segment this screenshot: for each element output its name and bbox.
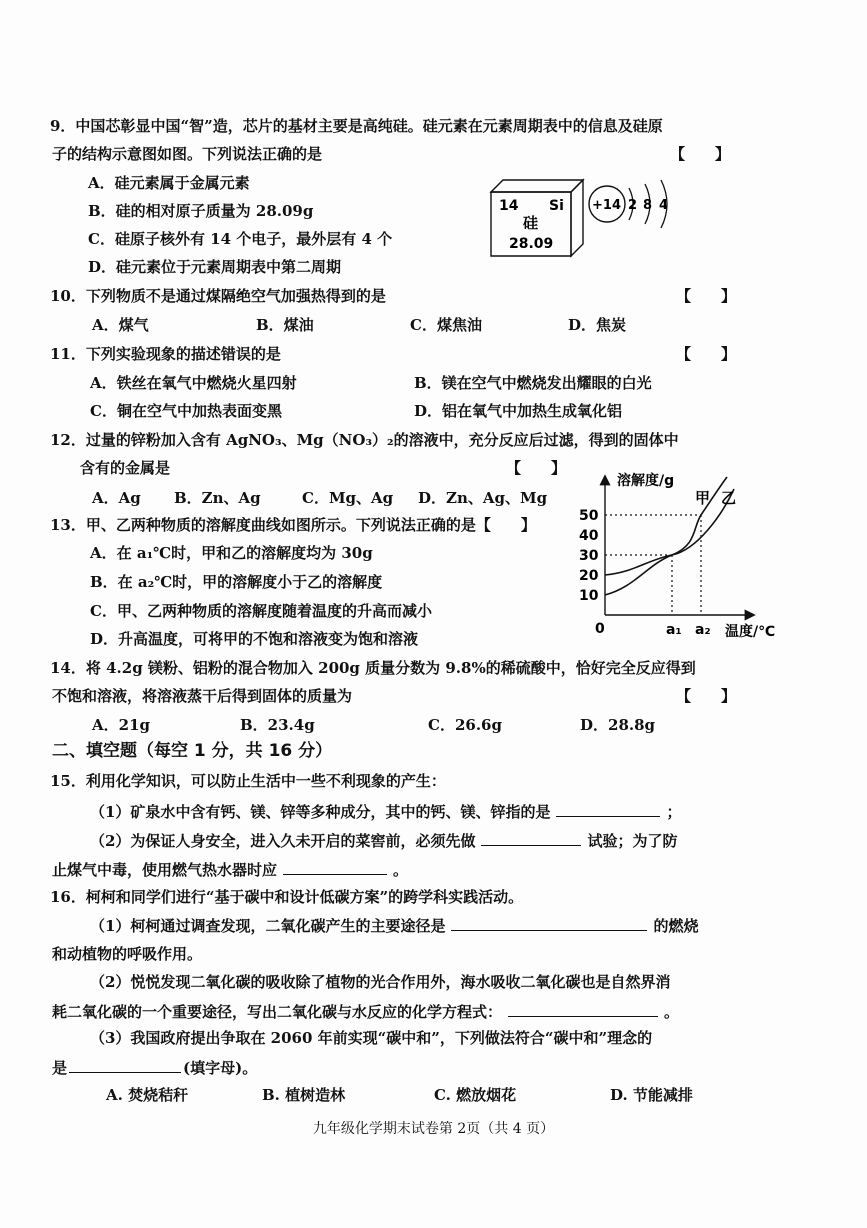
q9-answer-bracket: 【 】 bbox=[670, 145, 731, 163]
q13-option-a: A．在 a₁℃时，甲和乙的溶解度均为 30g bbox=[90, 544, 373, 562]
q14-stem-line1: 14．将 4.2g 镁粉、铝粉的混合物加入 200g 质量分数为 9.8%的稀硫酸中，恰好完全反应得到 bbox=[50, 659, 696, 677]
q15-blank-2[interactable] bbox=[481, 829, 581, 846]
q16-part3-end: (填字母)。 bbox=[183, 1059, 258, 1077]
y-tick-label: 30 bbox=[579, 548, 599, 564]
y-tick-label: 20 bbox=[579, 568, 599, 584]
shell-1-count: 2 bbox=[628, 198, 638, 213]
q9-option-b: B．硅的相对原子质量为 28.09g bbox=[88, 202, 314, 220]
q10-option-a: A．煤气 bbox=[92, 316, 149, 334]
q16-part1-cont: 和动植物的呼吸作用。 bbox=[52, 945, 203, 963]
q15-stem: 15．利用化学知识，可以防止生活中一些不利现象的产生： bbox=[50, 772, 446, 790]
q9-option-d: D．硅元素位于元素周期表中第二周期 bbox=[88, 258, 342, 276]
section-title: 二、填空题（每空 1 分，共 16 分） bbox=[52, 741, 333, 761]
q11-option-a: A．铁丝在氧气中燃烧火星四射 bbox=[90, 374, 297, 392]
q16-option-b: B. 植树造林 bbox=[262, 1086, 346, 1104]
q16-part3-line1: （3）我国政府提出争取在 2060 年前实现“碳中和”，下列做法符合“碳中和”理念的 bbox=[90, 1029, 653, 1047]
y-tick-label: 10 bbox=[579, 588, 599, 604]
q13-option-c: C．甲、乙两种物质的溶解度随着温度的升高而减小 bbox=[90, 602, 432, 620]
q12-answer-bracket: 【 】 bbox=[506, 459, 567, 477]
q16-part1-text-a: （1）柯柯通过调查发现，二氧化碳产生的主要途径是 bbox=[90, 917, 446, 935]
q11-option-c: C．铜在空气中加热表面变黑 bbox=[90, 402, 282, 420]
origin-label: 0 bbox=[595, 621, 605, 637]
q16-blank-1[interactable] bbox=[451, 914, 647, 931]
q10-stem: 10．下列物质不是通过煤隔绝空气加强热得到的是 bbox=[50, 287, 386, 305]
q16-part1 bbox=[90, 914, 698, 937]
q16-part2-end: 。 bbox=[664, 1003, 680, 1021]
x-tick-label: a₂ bbox=[695, 622, 711, 638]
q16-part2-line2 bbox=[52, 1000, 679, 1023]
q9-option-c: C．硅原子核外有 14 个电子，最外层有 4 个 bbox=[88, 230, 393, 248]
q9-option-a: A．硅元素属于金属元素 bbox=[88, 174, 250, 192]
q15-part1-text: （1）矿泉水中含有钙、镁、锌等多种成分，其中的钙、镁、锌指的是 bbox=[90, 803, 551, 821]
atomic-mass: 28.09 bbox=[509, 236, 554, 252]
q14-answer-bracket: 【 】 bbox=[676, 687, 737, 705]
q16-part2-text-b: 耗二氧化碳的一个重要途径，写出二氧化碳与水反应的化学方程式： bbox=[52, 1003, 503, 1021]
q16-blank-3[interactable] bbox=[69, 1056, 181, 1073]
x-axis-label: 温度/℃ bbox=[725, 624, 776, 640]
q10-option-b: B．煤油 bbox=[256, 316, 314, 334]
atomic-number: 14 bbox=[499, 198, 519, 214]
q16-option-d: D. 节能减排 bbox=[610, 1086, 693, 1104]
q10-answer-bracket: 【 】 bbox=[676, 287, 737, 305]
q15-part2-text-c: 止煤气中毒，使用燃气热水器时应 bbox=[52, 861, 278, 879]
q11-option-b: B．镁在空气中燃烧发出耀眼的白光 bbox=[414, 374, 652, 392]
q11-option-d: D．铝在氧气中加热生成氧化铝 bbox=[414, 402, 623, 420]
q10-option-c: C．煤焦油 bbox=[410, 316, 482, 334]
q12-option-b: B．Zn、Ag bbox=[174, 489, 261, 507]
q11-stem: 11．下列实验现象的描述错误的是 bbox=[50, 345, 281, 363]
q15-part2-end: 。 bbox=[393, 861, 409, 879]
q15-part2 bbox=[90, 829, 677, 852]
y-axis-label: 溶解度/g bbox=[617, 473, 675, 489]
q14-option-b: B．23.4g bbox=[240, 716, 315, 734]
element-name: 硅 bbox=[523, 214, 539, 232]
q16-part3-text-b: 是 bbox=[52, 1059, 68, 1077]
q15-part1-end: ； bbox=[666, 803, 682, 821]
q14-stem-line2: 不饱和溶液，将溶液蒸干后得到固体的质量为 bbox=[52, 687, 353, 705]
q15-part2-cont bbox=[52, 858, 408, 881]
q16-part3-line2 bbox=[52, 1056, 257, 1079]
q15-part1 bbox=[90, 800, 681, 823]
q12-stem-line1: 12．过量的锌粉加入含有 AgNO₃、Mg（NO₃）₂的溶液中，充分反应后过滤，得到的固体中 bbox=[50, 431, 679, 449]
nucleus-charge: +14 bbox=[592, 198, 621, 213]
q12-stem-line2: 含有的金属是 bbox=[80, 459, 171, 477]
series-jia-label: 甲 bbox=[695, 489, 711, 507]
q12-option-a: A．Ag bbox=[92, 489, 141, 507]
q13-option-d: D．升高温度，可将甲的不饱和溶液变为饱和溶液 bbox=[90, 630, 419, 648]
q10-option-d: D．焦炭 bbox=[568, 316, 627, 334]
x-tick-label: a₁ bbox=[666, 622, 682, 638]
q14-option-c: C．26.6g bbox=[428, 716, 502, 734]
q16-option-c: C. 燃放烟花 bbox=[434, 1086, 517, 1104]
q16-option-a: A. 焚烧秸秆 bbox=[106, 1086, 189, 1104]
solubility-chart bbox=[565, 465, 810, 650]
q15-part2-text-a: （2）为保证人身安全，进入久未开启的菜窖前，必须先做 bbox=[90, 832, 476, 850]
q14-option-a: A．21g bbox=[92, 716, 151, 734]
q13-stem: 13．甲、乙两种物质的溶解度曲线如图所示。下列说法正确的是【 】 bbox=[50, 516, 536, 534]
shell-2-count: 8 bbox=[643, 198, 653, 213]
q16-part1-text-b: 的燃烧 bbox=[653, 917, 699, 935]
atom-structure-diagram bbox=[589, 180, 668, 228]
q14-option-d: D．28.8g bbox=[580, 716, 656, 734]
q15-part2-text-b: 试验；为了防 bbox=[587, 832, 678, 850]
q9-stem-line2: 子的结构示意图如图。下列说法正确的是 bbox=[52, 145, 323, 163]
periodic-table-cell bbox=[491, 180, 583, 256]
y-tick-label: 40 bbox=[579, 528, 599, 544]
q16-stem: 16．柯柯和同学们进行“基于碳中和设计低碳方案”的跨学科实践活动。 bbox=[50, 888, 524, 906]
page-footer: 九年级化学期末试卷第 2页（共 4 页） bbox=[312, 1121, 555, 1137]
element-symbol: Si bbox=[549, 198, 564, 214]
q9-stem-line1: 9．中国芯彰显中国“智”造，芯片的基材主要是高纯硅。硅元素在元素周期表中的信息及硅原 bbox=[50, 117, 663, 135]
q16-blank-2[interactable] bbox=[508, 1000, 658, 1017]
q15-blank-1[interactable] bbox=[556, 800, 660, 817]
q16-part2-line1: （2）悦悦发现二氧化碳的吸收除了植物的光合作用外，海水吸收二氧化碳也是自然界消 bbox=[90, 973, 671, 991]
silicon-figure bbox=[485, 172, 685, 262]
q13-option-b: B．在 a₂℃时，甲的溶解度小于乙的溶解度 bbox=[90, 573, 383, 591]
q11-answer-bracket: 【 】 bbox=[676, 345, 737, 363]
q12-option-c: C．Mg、Ag bbox=[302, 489, 394, 507]
series-yi-label: 乙 bbox=[721, 489, 737, 507]
shell-3-count: 4 bbox=[659, 198, 669, 213]
y-tick-label: 50 bbox=[579, 508, 599, 524]
q12-option-d: D．Zn、Ag、Mg bbox=[418, 489, 548, 507]
q15-blank-3[interactable] bbox=[283, 858, 387, 875]
series-yi-curve bbox=[605, 489, 737, 575]
